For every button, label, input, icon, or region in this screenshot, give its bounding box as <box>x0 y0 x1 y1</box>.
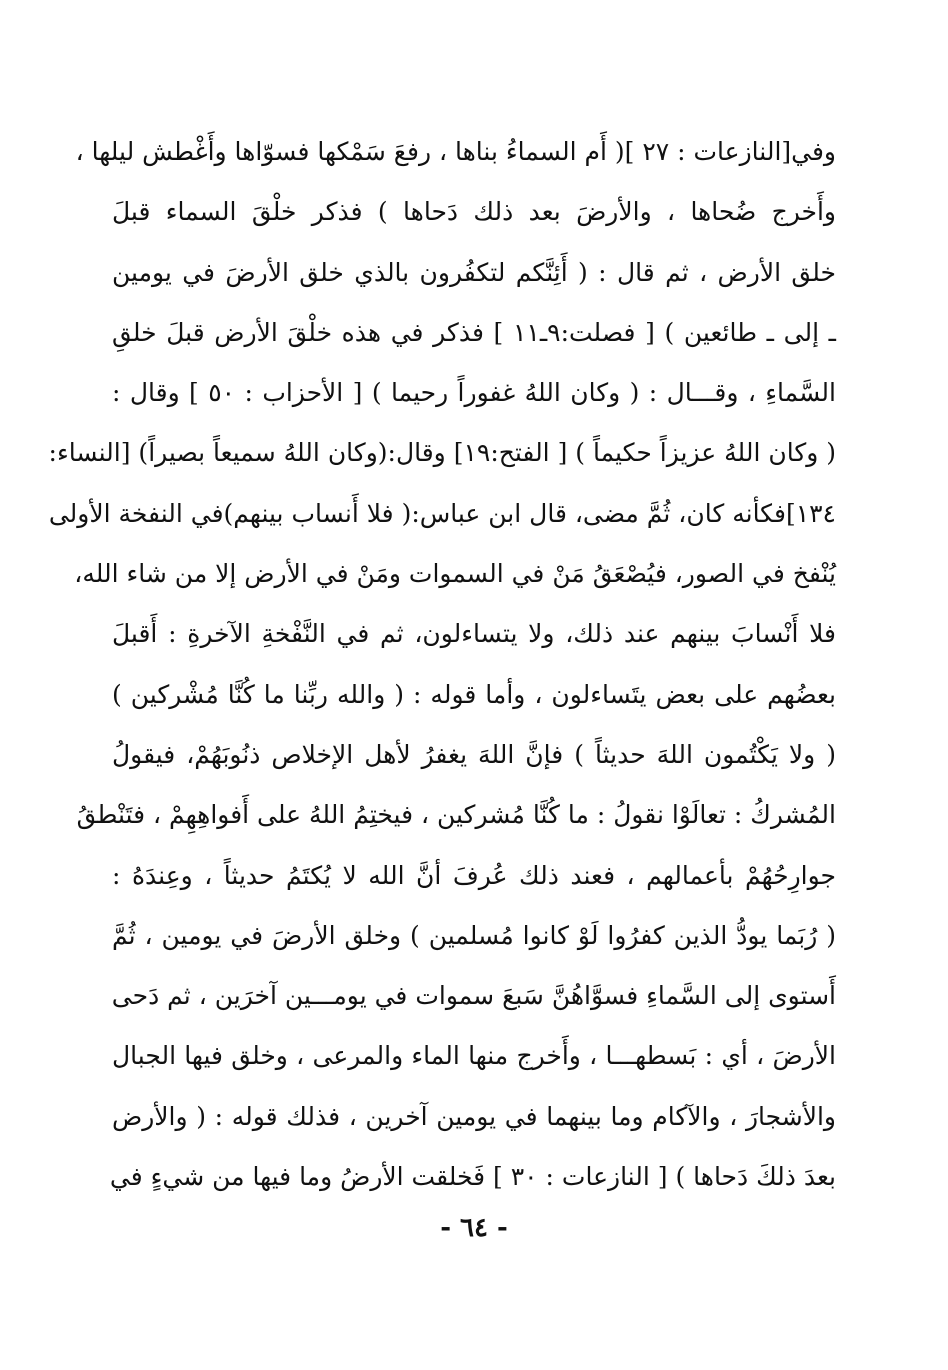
text-line: بعضُهم على بعض يتَساءلون ، وأما قوله : ( والله ربِّنا ما كُنَّا مُشْركين ) <box>112 679 836 709</box>
text-line: المُشركُ : تعالَوْا نقولُ : ما كُنَّا مُشركين ، فيختِمُ اللهُ على أَفواهِهِمْ ، فتَنْطقُ <box>76 800 836 830</box>
text-line: خلق الأرض ، ثم قال : ( أَئِنَّكم لتكفُرون بالذي خلق الأرضَ في يومين <box>112 257 836 287</box>
text-line: فلا أَنْسابَ بينهم عند ذلك، ولا يتساءلون، ثم في النَّفْخةِ الآخرةِ : أَقبلَ <box>112 619 836 649</box>
text-line: وفي[النازعات : ٢٧ ]( أَم السماءُ بناها ، رفعَ سَمْكها فسوّاها وأَغْطش ليلها ، <box>75 137 836 166</box>
text-line: أَستوى إلى السَّماءِ فسوَّاهُنَّ سَبعَ سموات في يومـــين آخرَين ، ثم دَحى <box>111 981 836 1011</box>
text-line: ( وكان اللهُ عزيزاً حكيماً ) [ الفتح:١٩] وقال:(وكان اللهُ سميعاً بصيراً) [النساء: <box>48 438 836 468</box>
text-line: ـ إلى ـ طائعين ) [ فصلت:٩ـ١١ ] فذكر في هذه خلْقَ الأرض قبلَ خلقِ <box>112 317 836 347</box>
text-line: ( رُبَما يودُّ الذين كفرُوا لَوْ كانوا مُسلمين ) وخلق الأرضَ في يومين ، ثُمَّ <box>112 920 836 950</box>
text-line: بعدَ ذلكَ دَحاها ) [ النازعات : ٣٠ ] فَخلقت الأرضُ وما فيها من شيءٍ في <box>109 1162 836 1192</box>
text-line: يُنْفخ في الصور، فيُصْعَقُ مَنْ في السموات ومَنْ في الأرض إلا من شاء الله، <box>74 559 836 589</box>
text-line: الأرضَ ، أي : بَسطهـــا ، وأَخرج منها الماء والمرعى ، وخلق فيها الجبال <box>112 1041 836 1071</box>
text-line: وأَخرج ضُحاها ، والأرضَ بعد ذلك دَحاها ) فذكر خلْقَ السماء قبلَ <box>112 197 836 227</box>
text-line: ١٣٤]فكأنه كان، ثُمَّ مضى، قال ابن عباس:( فلا أَنساب بينهم)في النفخة الأولى <box>48 498 836 528</box>
text-line: والأشجارَ ، والآكام وما بينهما في يومين آخرين ، فذلك قوله : ( والأرض <box>112 1101 836 1131</box>
text-line: السَّماءِ ، وقـــال : ( وكان اللهُ غفوراً رحيما ) [ الأحزاب : ٥٠ ] وقال : <box>112 378 836 408</box>
text-body <box>48 122 836 1207</box>
page-number: - ٦٤ - <box>440 1213 508 1243</box>
text-line: ( ولا يَكْتُمون اللهَ حديثاً ) فإنَّ اللهَ يغفرُ لأهل الإخلاص ذنُوبَهُمْ، فيقولُ <box>112 739 836 769</box>
text-line: جوارِحُهُمْ بأعمالهم ، فعند ذلك عُرفَ أنَّ الله لا يُكتَمُ حديثاً ، وعِندَهُ : <box>112 860 836 890</box>
